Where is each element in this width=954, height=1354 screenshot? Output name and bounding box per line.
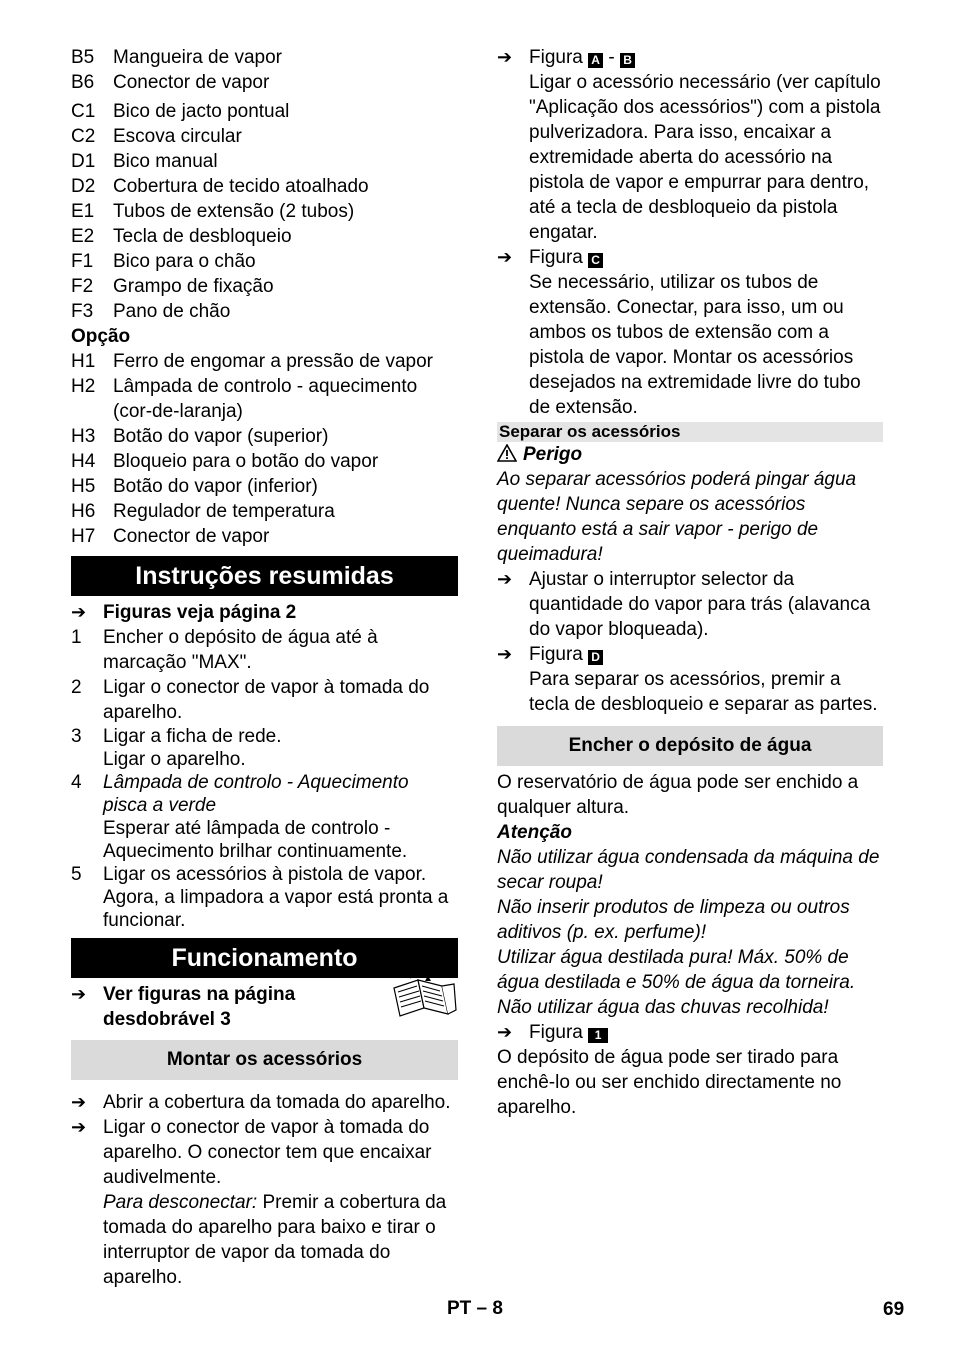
attention-text: Não utilizar água das chuvas recolhida! [497, 997, 829, 1018]
step-number: 4 [71, 772, 82, 793]
arrow-icon: ➔ [497, 569, 513, 589]
arrow-icon: ➔ [497, 644, 513, 664]
part-code: E2 [71, 226, 95, 247]
step-number: 5 [71, 864, 82, 885]
step-text: Ligar os acessórios à pistola de vapor. Agora, a limpadora a vapor está pronta a funcionar. [103, 864, 449, 931]
list-item [71, 625, 458, 675]
list-item [71, 771, 458, 863]
figure-reference-text [529, 245, 883, 270]
step-line: Ligar o aparelho. [103, 749, 246, 770]
list-item [71, 299, 458, 324]
part-name: Conector de vapor [113, 526, 270, 547]
part-name: Cobertura de tecido atoalhado [113, 176, 369, 197]
right-column [497, 45, 883, 1120]
list-item [71, 99, 458, 124]
arrow-icon: ➔ [71, 1092, 87, 1112]
figure-reference [497, 245, 883, 270]
part-name: Bico manual [113, 151, 218, 172]
part-name: Conector de vapor [113, 72, 270, 93]
paragraph: O depósito de água pode ser tirado para enchê-lo ou ser enchido directamente no aparelho. [497, 1047, 842, 1118]
section-heading-operation: Funcionamento [71, 938, 458, 978]
subsection-heading-mount: Montar os acessórios [71, 1040, 458, 1080]
step-text: Ajustar o interruptor selector da quantidade do vapor para trás (alavanca do vapor bloqueada). [529, 569, 871, 640]
figure-reference [71, 600, 458, 625]
part-name: Bico para o chão [113, 251, 256, 272]
part-name: Bico de jacto pontual [113, 101, 290, 122]
part-code: H6 [71, 501, 96, 522]
subsection-heading-separate: Separar os acessórios [497, 422, 883, 442]
list-item [71, 863, 458, 932]
figure-reference-text: Ver figuras na página desdobrável 3 [103, 984, 296, 1030]
list-item [71, 349, 458, 374]
paragraph: Para separar os acessórios, premir a tecla de desbloqueio e separar as partes. [529, 669, 878, 715]
part-code: H1 [71, 351, 96, 372]
figure-reference-text [529, 642, 883, 667]
step-line: Lâmpada de controlo - Aquecimento pisca a verde [103, 772, 409, 816]
list-item [71, 124, 458, 149]
list-item [71, 199, 458, 224]
list-item [71, 45, 458, 70]
danger-text: Ao separar acessórios poderá pingar água quente! Nunca separe os acessórios enquanto está a sair vapor - perigo de queimadura! [497, 469, 857, 565]
list-item [71, 174, 458, 199]
part-name: Mangueira de vapor [113, 47, 282, 68]
figure-separator: - [608, 47, 615, 68]
list-item [71, 449, 458, 474]
part-code: D1 [71, 151, 96, 172]
foldout-page-icon [390, 974, 458, 1018]
step-line: Esperar até lâmpada de controlo - Aquecimento brilhar continuamente. [103, 818, 408, 862]
figure-reference [497, 642, 883, 667]
figure-reference [497, 1020, 883, 1045]
part-code: H7 [71, 526, 96, 547]
left-column [71, 45, 458, 1290]
part-code: H4 [71, 451, 96, 472]
step-text [103, 771, 458, 863]
figure-reference-text: Figuras veja página 2 [103, 602, 297, 623]
arrow-icon: ➔ [497, 1022, 513, 1042]
step-number: 1 [71, 627, 82, 648]
arrow-icon: ➔ [71, 602, 87, 622]
step-number: 3 [71, 726, 82, 747]
arrow-icon: ➔ [497, 247, 513, 267]
part-code: C2 [71, 126, 96, 147]
arrow-icon: ➔ [71, 984, 87, 1004]
subsection-heading-fill-tank: Encher o depósito de água [497, 726, 883, 766]
list-item [71, 149, 458, 174]
part-name: Bloqueio para o botão do vapor [113, 451, 379, 472]
figure-label-box: D [588, 650, 603, 665]
list-item [497, 567, 883, 642]
part-name: Botão do vapor (superior) [113, 426, 329, 447]
arrow-icon: ➔ [497, 47, 513, 67]
part-code: B6 [71, 72, 95, 93]
attention-text: Não utilizar água condensada da máquina de secar roupa! [497, 847, 880, 893]
list-item [71, 675, 458, 725]
step-line: Ligar a ficha de rede. [103, 726, 282, 747]
warning-triangle-icon [497, 444, 517, 462]
figure-word: Figura [529, 47, 583, 68]
list-item [71, 70, 458, 95]
step-text: Encher o depósito de água até à marcação "MAX". [103, 627, 378, 673]
attention-text: Utilizar água destilada pura! Máx. 50% de água destilada e 50% de água da torneira. [497, 947, 856, 993]
part-name: Tecla de desbloqueio [113, 226, 292, 247]
list-item [71, 249, 458, 274]
part-name: Botão do vapor (inferior) [113, 476, 318, 497]
list-item [71, 725, 458, 771]
figure-word: Figura [529, 644, 583, 665]
part-name: Regulador de temperatura [113, 501, 335, 522]
figure-reference-text [529, 1020, 883, 1045]
part-code: H3 [71, 426, 96, 447]
list-item [71, 374, 458, 424]
figure-reference [71, 982, 458, 1032]
part-name: Lâmpada de controlo - aquecimento (cor-de-laranja) [113, 376, 418, 422]
step-text [103, 725, 458, 771]
list-item [71, 524, 458, 549]
figure-word: Figura [529, 1022, 583, 1043]
list-item [71, 474, 458, 499]
disconnect-label: Para desconectar: [103, 1192, 258, 1213]
part-name: Tubos de extensão (2 tubos) [113, 201, 355, 222]
danger-heading [497, 442, 883, 467]
part-code: B5 [71, 47, 95, 68]
paragraph: O reservatório de água pode ser enchido a qualquer altura. [497, 772, 859, 818]
step-line: Premir a cobertura da tomada do aparelho para baixo e tirar o interruptor de vapor da tomada do aparelho. [103, 1192, 447, 1288]
part-code: F3 [71, 301, 94, 322]
list-item [71, 1115, 458, 1290]
part-code: H2 [71, 376, 96, 397]
figure-label-box: B [620, 53, 635, 68]
paragraph: Ligar o acessório necessário (ver capítulo "Aplicação dos acessórios") com a pistola pulverizadora. Para isso, encaixar a extremidade aberta do acessório na pistola de vapor e empurrar para dentro, até a tecla de desbloqueio da pistola engatar. [529, 72, 881, 243]
part-code: H5 [71, 476, 96, 497]
figure-label-box: C [588, 253, 603, 268]
parts-list-cdef [71, 99, 458, 324]
list-item [71, 224, 458, 249]
part-code: C1 [71, 101, 96, 122]
attention-label: Atenção [497, 822, 572, 843]
part-code: F2 [71, 276, 94, 297]
step-text: Abrir a cobertura da tomada do aparelho. [103, 1092, 451, 1113]
section-heading-quick-instructions: Instruções resumidas [71, 556, 458, 596]
figure-reference [497, 45, 883, 70]
part-name: Grampo de fixação [113, 276, 274, 297]
danger-label: Perigo [523, 444, 583, 465]
attention-text: Não inserir produtos de limpeza ou outros aditivos (p. ex. perfume)! [497, 897, 850, 943]
footer-section-label: PT – 8 [447, 1298, 503, 1319]
list-item [71, 499, 458, 524]
list-item [71, 274, 458, 299]
step-text: Ligar o conector de vapor à tomada do aparelho. [103, 677, 430, 723]
step-number: 2 [71, 677, 82, 698]
paragraph: Se necessário, utilizar os tubos de extensão. Conectar, para isso, um ou ambos os tubos de extensão com a pistola de vapor. Montar os acessórios desejados na extremidade livre do tubo de extensão. [529, 272, 861, 418]
figure-label-box: 1 [588, 1028, 608, 1043]
step-text [103, 1115, 458, 1290]
figure-word: Figura [529, 247, 583, 268]
part-name: Escova circular [113, 126, 242, 147]
step-line: Ligar o conector de vapor à tomada do aparelho. O conector tem que encaixar audivelmente. [103, 1117, 432, 1188]
part-code: F1 [71, 251, 94, 272]
figure-reference-text [529, 45, 883, 70]
parts-list-h [71, 349, 458, 549]
footer-page-number: 69 [883, 1299, 905, 1320]
part-name: Pano de chão [113, 301, 231, 322]
list-item [71, 1090, 458, 1115]
list-item [71, 424, 458, 449]
figure-label-box: A [588, 53, 603, 68]
part-code: E1 [71, 201, 95, 222]
part-code: D2 [71, 176, 96, 197]
arrow-icon: ➔ [71, 1117, 87, 1137]
option-label: Opção [71, 326, 131, 347]
parts-list-b [71, 45, 458, 95]
part-name: Ferro de engomar a pressão de vapor [113, 351, 434, 372]
